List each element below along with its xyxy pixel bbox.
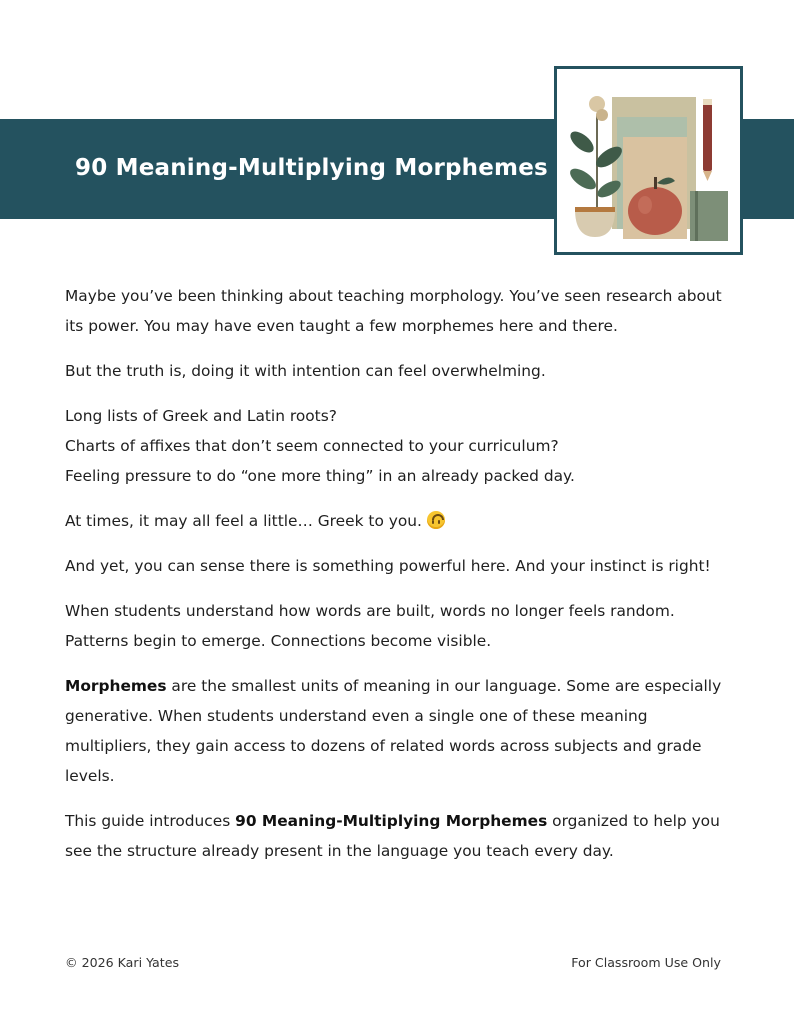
- upside-down-face-icon: [427, 511, 445, 529]
- line-pressure: Feeling pressure to do “one more thing” in an already packed day.: [65, 467, 575, 485]
- page-title: 90 Meaning-Multiplying Morphemes: [75, 155, 548, 181]
- paragraph-greek: [65, 506, 735, 536]
- line-affixes: Charts of affixes that don’t seem connected to your curriculum?: [65, 437, 559, 455]
- apple-books-plant-icon: [557, 69, 740, 252]
- line-roots: Long lists of Greek and Latin roots?: [65, 407, 337, 425]
- greek-text: At times, it may all feel a little… Greek to you.: [65, 512, 422, 530]
- guide-post: organized to help you see the structure already present in the language you teach every day.: [65, 812, 720, 860]
- morphemes-bold: Morphemes: [65, 677, 167, 695]
- paragraph-instinct: And yet, you can sense there is something powerful here. And your instinct is right!: [65, 557, 711, 575]
- paragraph-intro: Maybe you’ve been thinking about teaching morphology. You’ve seen research about its power. You may have even taught a few morphemes here and there.: [65, 287, 722, 335]
- paragraph-guide: [65, 806, 735, 866]
- guide-bold: 90 Meaning-Multiplying Morphemes: [235, 812, 548, 830]
- paragraph-morphemes: [65, 671, 735, 791]
- footer-usage-note: For Classroom Use Only: [571, 955, 721, 970]
- paragraph-lists: [65, 401, 735, 491]
- footer-copyright: © 2026 Kari Yates: [65, 955, 180, 970]
- morphemes-rest: are the smallest units of meaning in our language. Some are especially generative. When students understand even a single one of these meaning multipliers, they gain access to dozens of related words across subjects and grade levels.: [65, 677, 722, 785]
- body-text: [65, 281, 735, 881]
- paragraph-patterns: When students understand how words are built, words no longer feels random. Patterns begin to emerge. Connections become visible.: [65, 602, 675, 650]
- header-illustration: [554, 66, 743, 255]
- paragraph-truth: But the truth is, doing it with intention can feel overwhelming.: [65, 362, 546, 380]
- guide-pre: This guide introduces: [65, 812, 236, 830]
